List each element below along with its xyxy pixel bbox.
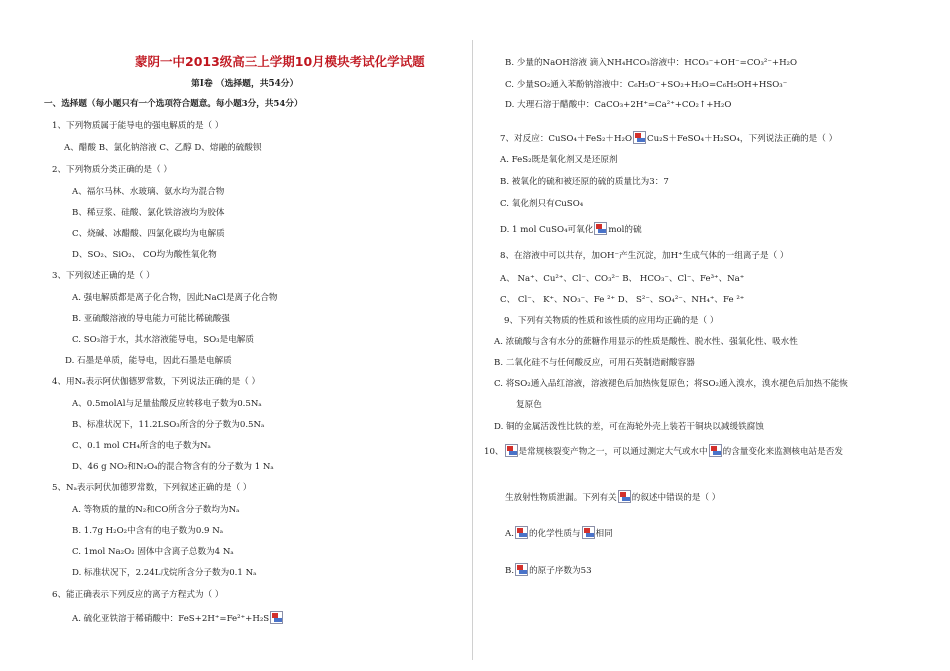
question-4: 4、用Nₐ表示阿伏伽德罗常数，下列说法正确的是（ ） (52, 377, 261, 387)
question-1: 1、下列物质属于能导电的强电解质的是（ ） (52, 121, 224, 131)
q10-option-a-tail: 相同 (595, 529, 613, 539)
isotope-image-icon (515, 526, 528, 539)
q10-text-a: 是常规核裂变产物之一，可以通过测定大气或水中 (518, 447, 708, 457)
question-8: 8、在溶液中可以共存，加OH⁻产生沉淀，加H⁺生成气体的一组离子是（ ） (500, 251, 789, 261)
q9-option-c-cont: 复原色 (516, 400, 542, 410)
isotope-image-icon (515, 563, 528, 576)
q8-options-ab: A、 Na⁺、Cu²⁺、Cl⁻、CO₃²⁻ B、 HCO₃⁻、Cl⁻、Fe³⁺、Na⁺ (500, 274, 745, 284)
q7-option-d-part1: D. 1 mol CuSO₄可氧化 (500, 225, 594, 235)
q4-option-d: D、46 g NO₂和N₂O₄的混合物含有的分子数为 1 Nₐ (72, 462, 274, 472)
q5-option-a: A. 等物质的量的N₂和CO所含分子数均为Nₐ (72, 505, 240, 515)
question-10-line2 (505, 490, 720, 504)
question-7-part1: 7、对反应：CuSO₄＋FeS₂＋H₂O (500, 134, 633, 144)
q3-option-c: C. SO₃溶于水，其水溶液能导电，SO₃是电解质 (72, 335, 254, 345)
q7-option-b: B. 被氧化的硫和被还原的硫的质量比为3：7 (500, 177, 669, 187)
section-heading: 一、选择题（每小题只有一个选项符合题意。每小题3分，共54分） (44, 99, 303, 109)
q7-option-c: C. 氧化剂只有CuSO₄ (500, 199, 584, 209)
q6-option-a: A. 硫化亚铁溶于稀硝酸中：FeS+2H⁺=Fe²⁺+H₂S (72, 614, 270, 624)
q10-option-b-label: B. (505, 566, 515, 576)
q9-option-c: C. 将SO₂通入品红溶液，溶液褪色后加热恢复原色；将SO₂通入溴水，溴水褪色后加热不能恢 (494, 379, 848, 389)
q3-option-b: B. 亚硫酸溶液的导电能力可能比稀硫酸强 (72, 314, 230, 324)
question-6: 6、能正确表示下列反应的离子方程式为（ ） (52, 590, 224, 600)
q5-option-d: D. 标准状况下，2.24L戊烷所含分子数为0.1 Nₐ (72, 568, 257, 578)
arrow-image-icon (270, 611, 283, 624)
q10-option-a-line (505, 526, 613, 540)
q10-text-c: 生放射性物质泄漏。下列有关 (505, 493, 617, 503)
q2-option-d: D、SO₂、SiO₂、 CO均为酸性氧化物 (72, 250, 217, 260)
q7-option-a: A. FeS₂既是氧化剂又是还原剂 (500, 155, 618, 165)
q10-text-b: 的含量变化来监测核电站是否发 (722, 447, 843, 457)
q3-option-a: A. 强电解质都是离子化合物，因此NaCl是离子化合物 (72, 293, 278, 303)
question-10-line1 (484, 444, 843, 458)
question-7-line (500, 131, 837, 145)
question-2: 2、下列物质分类正确的是（ ） (52, 165, 172, 175)
exam-title: 蒙阴一中2013级高三上学期10月模块考试化学试题 (135, 54, 425, 69)
question-3: 3、下列叙述正确的是（ ） (52, 271, 155, 281)
q6-option-c: C. 少量SO₂通入苯酚钠溶液中：C₆H₅O⁻+SO₂+H₂O=C₆H₅OH+HSO₃⁻ (505, 80, 788, 90)
column-divider (472, 40, 473, 660)
q2-option-c: C、烧碱、冰醋酸、四氯化碳均为电解质 (72, 229, 225, 239)
q7-option-d-part2: mol的硫 (608, 225, 642, 235)
q7-option-d-line (500, 222, 642, 236)
q10-option-b-line (505, 563, 592, 577)
isotope-image-icon (582, 526, 595, 539)
q2-option-b: B、稀豆浆、硅酸、氯化铁溶液均为胶体 (72, 208, 225, 218)
isotope-image-icon (709, 444, 722, 457)
q3-option-d: D. 石墨是单质，能导电，因此石墨是电解质 (65, 356, 232, 366)
q6-option-b: B. 少量的NaOH溶液 滴入NH₄HCO₃溶液中：HCO₃⁻+OH⁻=CO₃²⁻+H₂O (505, 58, 798, 68)
q6-option-d: D. 大理石溶于醋酸中：CaCO₃+2H⁺=Ca²⁺+CO₂↑+H₂O (505, 100, 732, 110)
q4-option-c: C、0.1 mol CH₄所含的电子数为Nₐ (72, 441, 211, 451)
q6-option-a-line (72, 611, 284, 625)
q5-option-c: C. 1mol Na₂O₂ 固体中含离子总数为4 Nₐ (72, 547, 234, 557)
q10-text-d: 的叙述中错误的是（ ） (631, 493, 721, 503)
q1-options: A、醋酸 B、氯化钠溶液 C、乙醇 D、熔融的硫酸钡 (64, 143, 262, 153)
q5-option-b: B. 1.7g H₂O₂中含有的电子数为0.9 Nₐ (72, 526, 224, 536)
fraction-image-icon (594, 222, 607, 235)
q4-option-b: B、标准状况下，11.2LSO₃所含的分子数为0.5Nₐ (72, 420, 265, 430)
q10-number: 10、 (484, 447, 504, 457)
isotope-image-icon (505, 444, 518, 457)
q2-option-a: A、福尔马林、水玻璃、氨水均为混合物 (72, 187, 225, 197)
question-5: 5、Nₐ表示阿伏加德罗常数，下列叙述正确的是（ ） (52, 483, 252, 493)
question-9: 9、下列有关物质的性质和该性质的应用均正确的是（ ） (504, 316, 719, 326)
q8-options-cd: C、 Cl⁻、 K⁺、NO₃⁻、Fe ²⁺ D、 S²⁻、SO₄²⁻、NH₄⁺、Fe ²⁺ (500, 295, 745, 305)
q9-option-a: A. 浓硫酸与含有水分的蔗糖作用显示的性质是酸性、脱水性、强氧化性、吸水性 (494, 337, 798, 347)
q4-option-a: A、0.5molAl与足量盐酸反应转移电子数为0.5Nₐ (72, 399, 262, 409)
q10-option-a-label: A. (505, 529, 514, 539)
q10-option-a-text: 的化学性质与 (528, 529, 581, 539)
reaction-arrow-image-icon (633, 131, 646, 144)
exam-subtitle: 第Ⅰ卷 （选择题，共54分） (191, 79, 299, 89)
question-7-part2: Cu₂S＋FeSO₄＋H₂SO₄，下列说法正确的是（ ） (647, 134, 838, 144)
q9-option-d: D. 铜的金属活泼性比铁的差，可在海轮外壳上装若干铜块以减缓铁腐蚀 (494, 422, 764, 432)
isotope-image-icon (618, 490, 631, 503)
q10-option-b-text: 的原子序数为53 (529, 566, 592, 576)
q9-option-b: B. 二氧化硅不与任何酸反应，可用石英制造耐酸容器 (494, 358, 695, 368)
q6-option-d-line (505, 99, 731, 111)
